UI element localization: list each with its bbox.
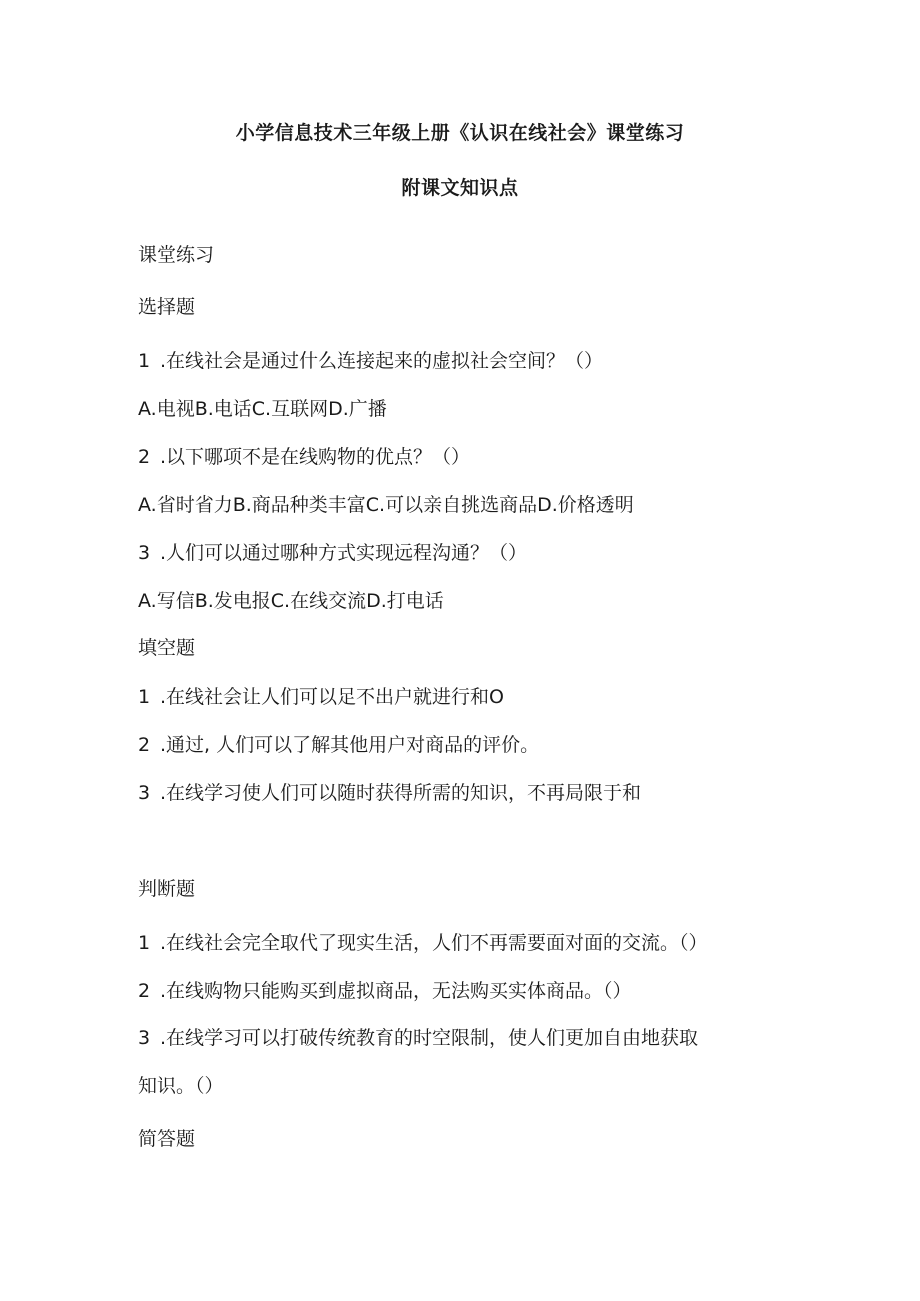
- section-heading-classwork: 课堂练习: [138, 244, 215, 266]
- question-text: .以下哪项不是在线购物的优点？（）: [160, 446, 471, 468]
- choice-question-3: [138, 541, 527, 565]
- question-text: .在线社会让人们可以足不出户就进行和O: [160, 686, 504, 708]
- question-text: .在线社会完全取代了现实生活，人们不再需要面对面的交流。（）: [160, 932, 708, 954]
- question-number: 3: [138, 1027, 151, 1049]
- choice-options-1: A.电视B.电话C.互联网D.广播: [138, 398, 387, 420]
- question-number: 2: [138, 734, 151, 756]
- question-text: .人们可以通过哪种方式实现远程沟通？（）: [160, 542, 528, 564]
- choice-question-2: [138, 445, 470, 469]
- judge-question-3: [138, 1026, 698, 1050]
- fill-question-1: [138, 685, 504, 709]
- document-subtitle: 附课文知识点: [401, 177, 519, 199]
- section-heading-short-answer: 简答题: [138, 1128, 196, 1150]
- question-number: 1: [138, 686, 151, 708]
- question-text: .在线购物只能购买到虚拟商品，无法购买实体商品。（）: [160, 980, 632, 1002]
- question-number: 2: [138, 446, 151, 468]
- judge-question-2: [138, 979, 632, 1003]
- question-text: .在线学习可以打破传统教育的时空限制，使人们更加自由地获取: [160, 1027, 699, 1049]
- question-text: .通过, 人们可以了解其他用户对商品的评价。: [160, 734, 540, 756]
- judge-question-3-continued: 知识。（）: [138, 1075, 224, 1097]
- question-number: 2: [138, 980, 151, 1002]
- section-heading-fill: 填空题: [138, 637, 196, 659]
- question-number: 1: [138, 350, 151, 372]
- section-heading-choice: 选择题: [138, 296, 196, 318]
- document-title: 小学信息技术三年级上册《认识在线社会》课堂练习: [235, 122, 685, 144]
- fill-question-2: [138, 733, 539, 757]
- question-text: .在线学习使人们可以随时获得所需的知识，不再局限于和: [160, 782, 642, 804]
- fill-question-3: [138, 781, 641, 805]
- section-heading-judge: 判断题: [138, 878, 196, 900]
- question-number: 3: [138, 782, 151, 804]
- choice-options-3: A.写信B.发电报C.在线交流D.打电话: [138, 590, 444, 612]
- judge-question-1: [138, 931, 708, 955]
- question-number: 1: [138, 932, 151, 954]
- choice-options-2: A.省时省力B.商品种类丰富C.可以亲自挑选商品D.价格透明: [138, 494, 634, 516]
- question-text: .在线社会是通过什么连接起来的虚拟社会空间？（）: [160, 350, 604, 372]
- question-number: 3: [138, 542, 151, 564]
- choice-question-1: [138, 349, 603, 373]
